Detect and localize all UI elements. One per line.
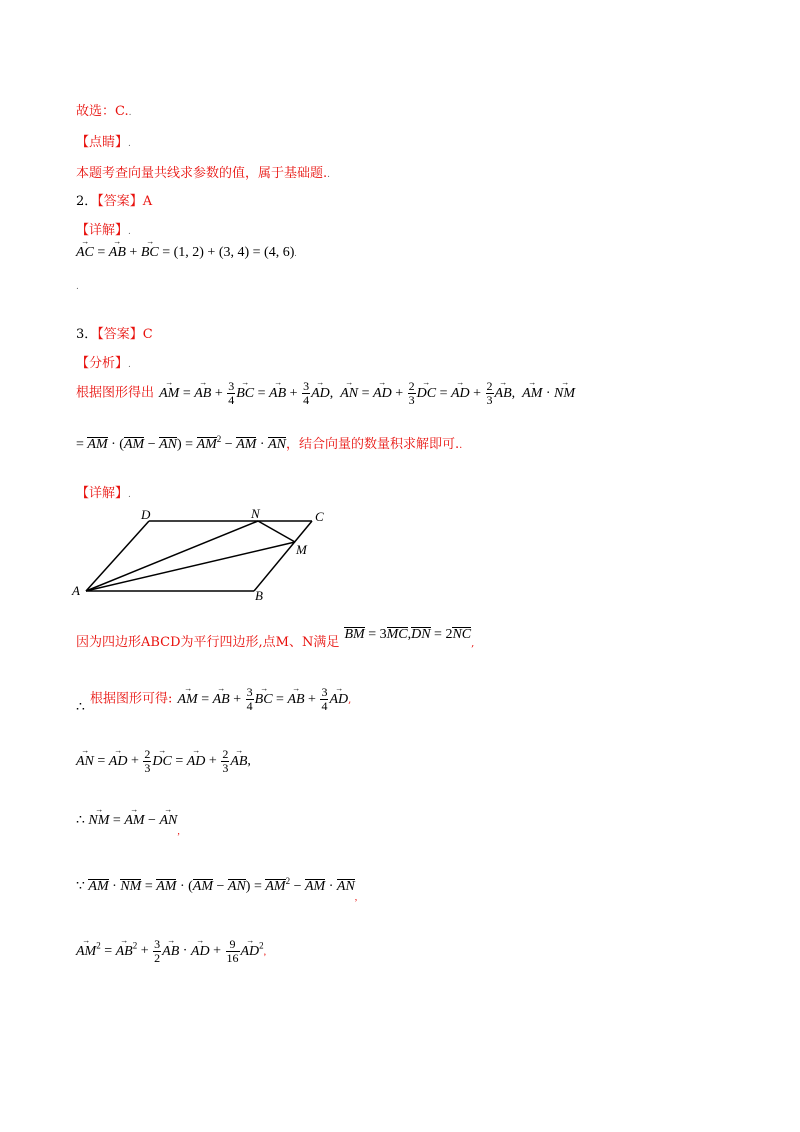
analysis-line-2: = AM · $(AM - AN) = AM^2$ − AM · AN，结合向量的数量积求解即可.. (76, 434, 463, 452)
analysis-prefix: 根据图形得出 (76, 385, 155, 401)
answer-3-line (76, 323, 153, 342)
label-d: D (141, 507, 151, 522)
question-number-3: 3． (76, 327, 98, 342)
therefore-symbol: ∴ (76, 699, 85, 715)
detail-header-3-text: 【详解】 (76, 486, 129, 501)
therefore-symbol-2: ∴ (76, 813, 85, 828)
label-m: M (296, 542, 307, 557)
detail-header-2-text: 【详解】 (76, 223, 129, 238)
formula-ac-sum: → AC = → AB + → BC = (1, 2) + (3, 4) = (4, 6). (76, 245, 297, 261)
answer-3: 【答案】C (97, 327, 153, 342)
label-n: N (251, 506, 260, 521)
detail-header-3: 【详解】. (76, 486, 131, 501)
analysis-suffix: ，结合向量的数量积求解即可. (285, 437, 460, 452)
segment-nm (258, 521, 295, 542)
parallelogram-figure (70, 505, 340, 605)
derivation-nm: ∴ → NM = → AM − → $AN_,$ (76, 812, 180, 829)
derivation-an: → AN = → AD + $\frac{2}{3}$ → DC = → AD + $\frac{2}{3}$ → AB, (76, 748, 251, 775)
label-c: C (315, 509, 324, 524)
question-number-2: 2． (76, 194, 98, 209)
segment-am (86, 542, 295, 591)
comment-header-text: 【点睛】 (76, 135, 129, 150)
derivation-am: ∴ 根据图形可得: → AM = → AB + $\frac{3}{4}$ → BC = → AB + $\frac{3}{4}$ → AD, (76, 686, 351, 713)
analysis-header: 【分析】. (76, 356, 131, 371)
answer-2: 【答案】A (97, 194, 153, 209)
analysis-line-1: 根据图形得出 → AM = → AB + $\frac{3}{4}$ → BC = → AB + $\frac{3}{4}$ → AD, → AN = → AD + $\frac{2}{3}$ → DC = → AD + $\frac{2}{3}$ → AB, → AM · → NM (76, 380, 575, 407)
conclusion-text: 故选：C. (76, 104, 129, 119)
derivation-am-squared: → $AM^2$ = → $AB^2$ + $\frac{3}{2}$ → AB · → AD + $\frac{9}{16}$ → $AD^2$, (76, 938, 266, 965)
detail-header-2: 【详解】. (76, 223, 131, 238)
comment-header: 【点睛】. (76, 135, 131, 150)
analysis-header-text: 【分析】 (76, 356, 129, 371)
conclusion-line: 故选：C.. (76, 104, 132, 119)
answer-2-line (76, 190, 152, 209)
derivation-prefix: 根据图形可得: (90, 691, 173, 707)
label-a: A (72, 583, 80, 598)
condition-line: 因为四边形ABCD为平行四边形,点M、N满足 BM = 3MC,DN = 2NC, (76, 627, 475, 650)
blank-mark: . (76, 282, 79, 292)
because-symbol: ∵ (76, 879, 85, 894)
edge-ad (86, 521, 149, 591)
derivation-dot: ∵ AM · NM = AM · $(AM - AN) = AM^2$ − AM · $AN_,$ (76, 876, 358, 903)
condition-prefix: 因为四边形ABCD为平行四边形,点M、N满足 (76, 635, 340, 650)
comment-text: 本题考查向量共线求参数的值，属于基础题.. (76, 166, 331, 181)
comment-body: 本题考查向量共线求参数的值，属于基础题. (76, 166, 328, 181)
label-b: B (255, 588, 263, 603)
